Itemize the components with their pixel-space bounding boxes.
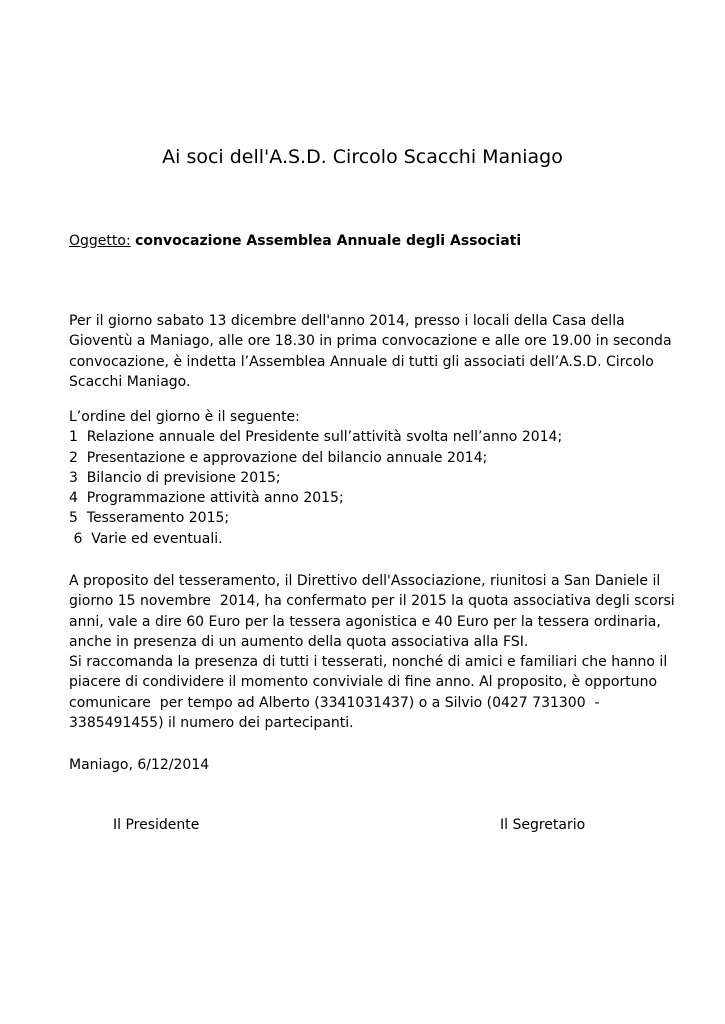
agenda-intro: L’ordine del giorno è il seguente: [69,409,300,425]
paragraph-line: comunicare per tempo ad Alberto (3341031437) o a Silvio (0427 731300 - [69,694,600,711]
paragraph-line: 3385491455) il numero dei partecipanti. [69,715,354,732]
agenda-item: 3 Bilancio di previsione 2015; [69,469,281,486]
paragraph-line: Si raccomanda la presenza di tutti i tesserati, nonché di amici e familiari che hanno il [69,654,668,671]
signature-president: Il Presidente [113,817,200,833]
paragraph-line: giorno 15 novembre 2014, ha confermato per il 2015 la quota associativa degli scorsi [69,593,675,610]
signature-secretary: Il Segretario [500,817,586,833]
paragraph-line: Per il giorno sabato 13 dicembre dell'anno 2014, presso i locali della Casa della [69,313,625,329]
agenda-section [69,407,689,549]
convocation-paragraph [69,311,689,392]
subject-label: Oggetto: [69,233,131,249]
paragraph-line: A proposito del tesseramento, il Direttivo dell'Associazione, riunitosi a San Daniele il [69,573,661,589]
subject-text: convocazione Assemblea Annuale degli Associati [135,233,522,249]
document-title: Ai soci dell'A.S.D. Circolo Scacchi Maniago [162,146,563,168]
paragraph-line: Scacchi Maniago. [69,373,191,390]
agenda-item: 6 Varie ed eventuali. [69,530,223,547]
agenda-item: 5 Tesseramento 2015; [69,510,230,527]
paragraph-line: Gioventù a Maniago, alle ore 18.30 in prima convocazione e alle ore 19.00 in seconda [69,333,672,350]
place-date: Maniago, 6/12/2014 [69,757,210,773]
paragraph-line: piacere di condividere il momento conviviale di fine anno. Al proposito, è opportuno [69,674,658,691]
agenda-item: 2 Presentazione e approvazione del bilancio annuale 2014; [69,449,488,466]
agenda-item: 1 Relazione annuale del Presidente sull’attività svolta nell’anno 2014; [69,429,563,446]
paragraph-line: anche in presenza di un aumento della quota associativa alla FSI. [69,633,529,650]
paragraph-line: anni, vale a dire 60 Euro per la tessera agonistica e 40 Euro per la tessera ordinaria, [69,613,661,630]
paragraph-line: convocazione, è indetta l’Assemblea Annuale di tutti gli associati dell’A.S.D. Circolo [69,353,654,370]
agenda-item: 4 Programmazione attività anno 2015; [69,490,344,507]
subject-line [69,231,521,251]
membership-paragraph [69,571,689,733]
